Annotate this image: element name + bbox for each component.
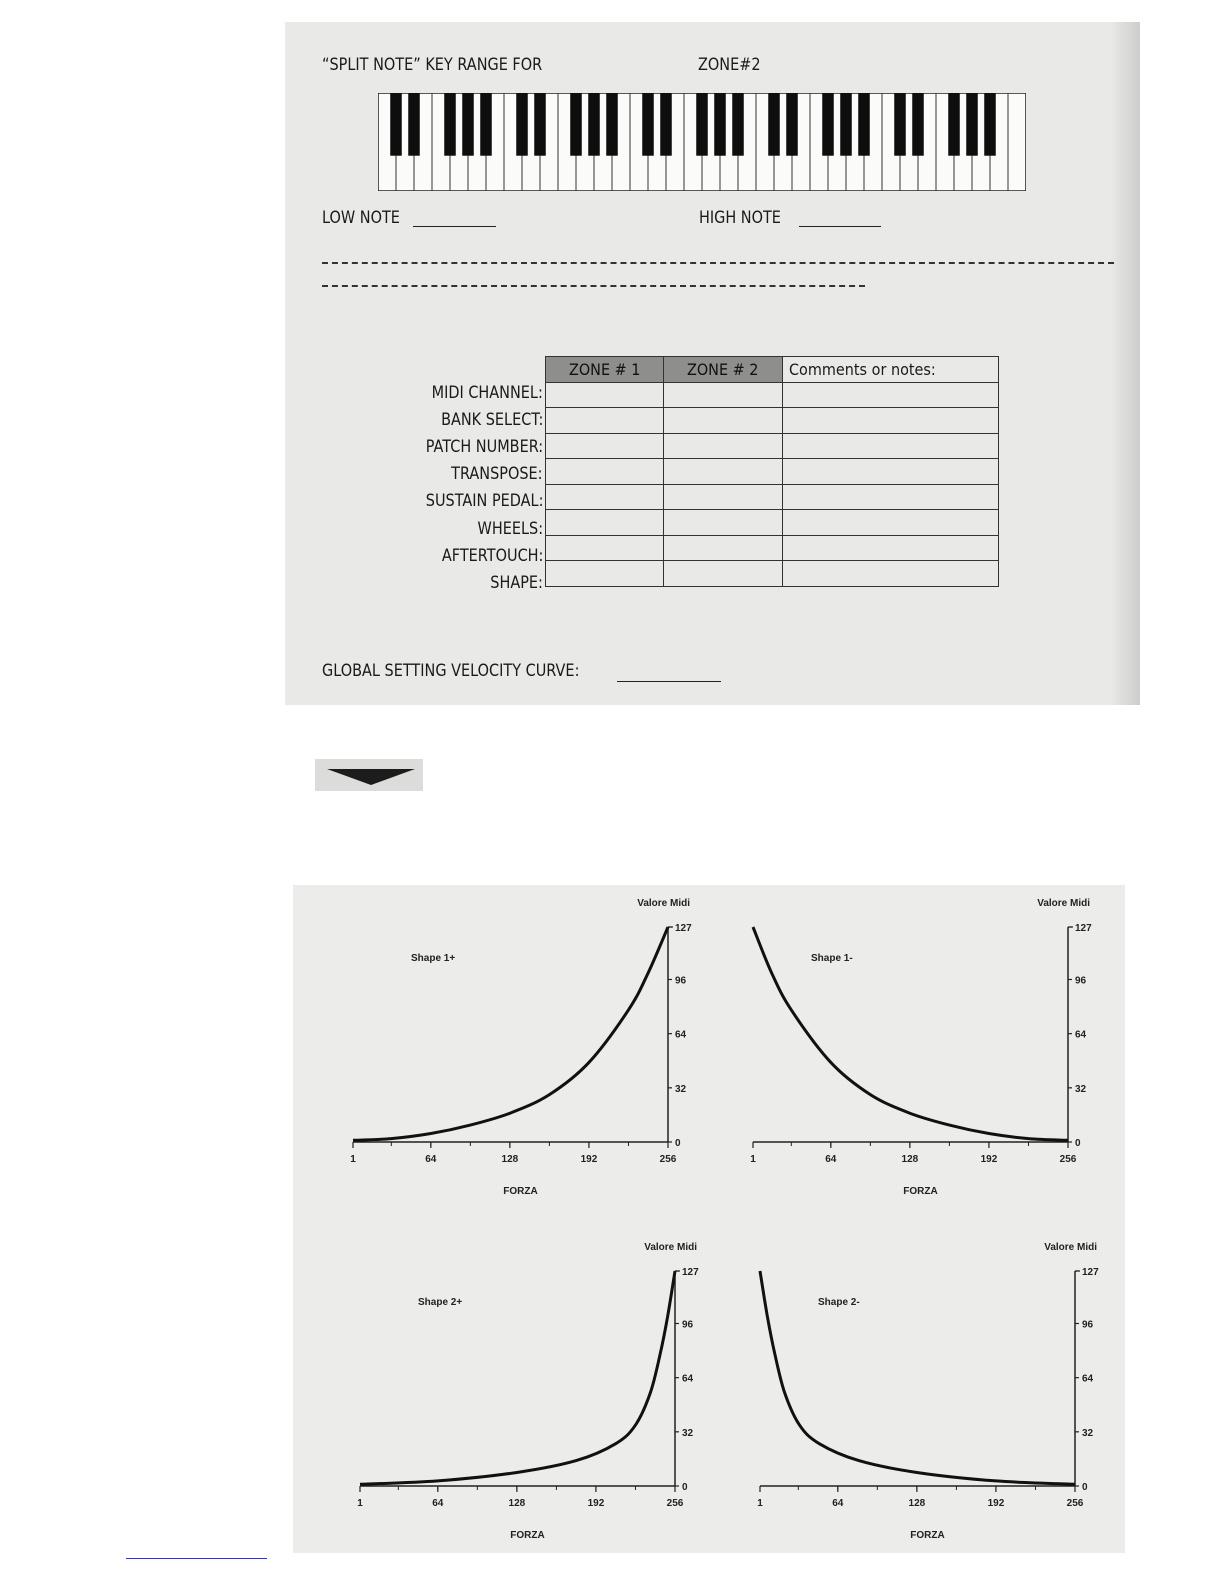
piano-keyboard xyxy=(378,93,1026,191)
chart-plot xyxy=(750,898,1092,1197)
chart-plot xyxy=(350,898,692,1197)
y-tick-label: 96 xyxy=(1082,1319,1094,1331)
table-row xyxy=(546,433,999,459)
row-label: AFTERTOUCH: xyxy=(441,545,543,566)
header-comments: Comments or notes: xyxy=(783,357,999,383)
y-tick-label: 96 xyxy=(1075,975,1087,987)
comments-cell[interactable] xyxy=(783,510,999,536)
y-axis-label: Valore Midi xyxy=(644,1242,697,1253)
x-tick-label: 192 xyxy=(587,1498,605,1509)
series-line xyxy=(753,927,1068,1140)
black-key xyxy=(696,93,708,156)
zone-1-cell[interactable] xyxy=(546,535,664,561)
black-key xyxy=(606,93,618,156)
y-tick-label: 96 xyxy=(682,1319,694,1331)
x-tick-label: 128 xyxy=(901,1154,919,1165)
footer-rule xyxy=(126,1558,267,1559)
y-tick-label: 32 xyxy=(675,1083,687,1095)
y-tick-label: 0 xyxy=(1082,1482,1088,1493)
chart-title: Shape 2+ xyxy=(418,1297,463,1308)
zone-1-cell[interactable] xyxy=(546,510,664,536)
black-key xyxy=(444,93,456,156)
global-velocity-label: GLOBAL SETTING VELOCITY CURVE: xyxy=(322,661,580,681)
chart-shape-2-minus xyxy=(747,1234,1107,1554)
zone-2-cell[interactable] xyxy=(664,561,783,587)
black-key xyxy=(984,93,996,156)
y-tick-label: 64 xyxy=(675,1029,687,1041)
x-tick-label: 256 xyxy=(659,1154,677,1165)
x-tick-label: 256 xyxy=(1059,1154,1077,1165)
zone-1-cell[interactable] xyxy=(546,459,664,485)
x-tick-label: 64 xyxy=(825,1154,837,1165)
black-key xyxy=(462,93,474,156)
y-tick-label: 64 xyxy=(682,1373,694,1385)
y-tick-label: 127 xyxy=(1075,923,1092,934)
zone-1-cell[interactable] xyxy=(546,561,664,587)
y-tick-label: 32 xyxy=(682,1427,694,1439)
high-note-field[interactable] xyxy=(799,226,881,227)
row-label: MIDI CHANNEL: xyxy=(431,383,543,403)
black-key xyxy=(588,93,600,156)
chart-plot xyxy=(757,1242,1099,1541)
black-key xyxy=(660,93,672,156)
x-tick-label: 256 xyxy=(1066,1498,1084,1509)
x-tick-label: 1 xyxy=(750,1154,756,1165)
x-tick-label: 192 xyxy=(580,1154,598,1165)
x-tick-label: 64 xyxy=(432,1498,444,1509)
zone-2-cell[interactable] xyxy=(664,433,783,459)
row-label: SUSTAIN PEDAL: xyxy=(425,491,543,512)
chart-title: Shape 1+ xyxy=(411,953,456,964)
comments-cell[interactable] xyxy=(783,382,999,408)
row-label: WHEELS: xyxy=(477,518,543,539)
chart-shape-1-minus xyxy=(740,890,1100,1210)
x-tick-label: 1 xyxy=(350,1154,356,1165)
x-tick-label: 1 xyxy=(757,1498,763,1509)
notes-line-1[interactable] xyxy=(322,262,1114,264)
y-tick-label: 96 xyxy=(675,975,687,987)
x-axis-label: FORZA xyxy=(903,1186,938,1197)
black-key xyxy=(912,93,924,156)
black-key xyxy=(390,93,402,156)
table-row xyxy=(546,535,999,561)
header-zone-1: ZONE # 1 xyxy=(546,357,664,383)
y-axis-label: Valore Midi xyxy=(1037,898,1090,909)
x-tick-label: 128 xyxy=(508,1498,526,1509)
series-line xyxy=(760,1271,1075,1484)
y-tick-label: 0 xyxy=(1075,1138,1081,1149)
black-key xyxy=(858,93,870,156)
y-tick-label: 64 xyxy=(1082,1373,1094,1385)
y-axis-label: Valore Midi xyxy=(1044,1242,1097,1253)
table-row xyxy=(546,408,999,434)
x-tick-label: 192 xyxy=(980,1154,998,1165)
low-note-field[interactable] xyxy=(413,226,496,227)
down-arrow-icon xyxy=(315,759,423,791)
table-row xyxy=(546,510,999,536)
x-axis-label: FORZA xyxy=(510,1530,545,1541)
zone-1-cell[interactable] xyxy=(546,484,664,510)
form-title: “SPLIT NOTE” KEY RANGE FOR xyxy=(322,55,543,75)
row-label: SHAPE: xyxy=(490,572,543,593)
black-key xyxy=(516,93,528,156)
y-tick-label: 32 xyxy=(1082,1427,1094,1439)
global-velocity-field[interactable] xyxy=(617,681,721,682)
zone-settings-table xyxy=(545,356,999,587)
zone-2-cell[interactable] xyxy=(664,535,783,561)
y-tick-label: 32 xyxy=(1075,1083,1087,1095)
table-row xyxy=(546,382,999,408)
black-key xyxy=(480,93,492,156)
low-note-label: LOW NOTE xyxy=(322,208,400,228)
comments-cell[interactable] xyxy=(783,561,999,587)
comments-cell[interactable] xyxy=(783,459,999,485)
black-key xyxy=(840,93,852,156)
row-label: TRANSPOSE: xyxy=(451,464,543,485)
zone-2-cell[interactable] xyxy=(664,510,783,536)
x-tick-label: 192 xyxy=(987,1498,1005,1509)
chart-shape-1-plus xyxy=(340,890,700,1210)
x-tick-label: 64 xyxy=(832,1498,844,1509)
y-tick-label: 127 xyxy=(1082,1267,1099,1278)
table-row xyxy=(546,561,999,587)
black-key xyxy=(948,93,960,156)
comments-cell[interactable] xyxy=(783,535,999,561)
comments-cell[interactable] xyxy=(783,408,999,434)
zone-2-cell[interactable] xyxy=(664,382,783,408)
x-axis-label: FORZA xyxy=(503,1186,538,1197)
black-key xyxy=(894,93,906,156)
x-tick-label: 1 xyxy=(357,1498,363,1509)
zone-1-cell[interactable] xyxy=(546,382,664,408)
y-tick-label: 0 xyxy=(675,1138,681,1149)
chart-title: Shape 1- xyxy=(811,953,853,964)
notes-line-2[interactable] xyxy=(322,285,865,287)
black-key xyxy=(534,93,546,156)
zone-label: ZONE#2 xyxy=(698,55,761,75)
row-label: PATCH NUMBER: xyxy=(425,437,543,458)
y-axis-label: Valore Midi xyxy=(637,898,690,909)
zone-2-cell[interactable] xyxy=(664,408,783,434)
x-tick-label: 64 xyxy=(425,1154,437,1165)
y-tick-label: 127 xyxy=(675,923,692,934)
black-key xyxy=(786,93,798,156)
black-key xyxy=(714,93,726,156)
y-tick-label: 127 xyxy=(682,1267,699,1278)
header-zone-2: ZONE # 2 xyxy=(664,357,783,383)
x-axis-label: FORZA xyxy=(910,1530,945,1541)
zone-2-cell[interactable] xyxy=(664,484,783,510)
zone-1-cell[interactable] xyxy=(546,408,664,434)
table-header-row xyxy=(546,357,999,383)
x-tick-label: 256 xyxy=(666,1498,684,1509)
chart-shape-2-plus xyxy=(347,1234,707,1554)
row-label: BANK SELECT: xyxy=(440,410,543,431)
high-note-label: HIGH NOTE xyxy=(699,208,781,228)
table-row xyxy=(546,484,999,510)
comments-cell[interactable] xyxy=(783,433,999,459)
series-line xyxy=(353,927,668,1140)
chart-title: Shape 2- xyxy=(818,1297,860,1308)
table-row xyxy=(546,459,999,485)
y-tick-label: 64 xyxy=(1075,1029,1087,1041)
black-key xyxy=(642,93,654,156)
black-key xyxy=(822,93,834,156)
zone-1-cell[interactable] xyxy=(546,433,664,459)
black-key xyxy=(966,93,978,156)
chart-plot xyxy=(357,1242,699,1541)
x-tick-label: 128 xyxy=(908,1498,926,1509)
black-key xyxy=(732,93,744,156)
y-tick-label: 0 xyxy=(682,1482,688,1493)
series-line xyxy=(360,1271,675,1484)
zone-2-cell[interactable] xyxy=(664,459,783,485)
black-key xyxy=(570,93,582,156)
comments-cell[interactable] xyxy=(783,484,999,510)
x-tick-label: 128 xyxy=(501,1154,519,1165)
black-key xyxy=(768,93,780,156)
black-key xyxy=(408,93,420,156)
